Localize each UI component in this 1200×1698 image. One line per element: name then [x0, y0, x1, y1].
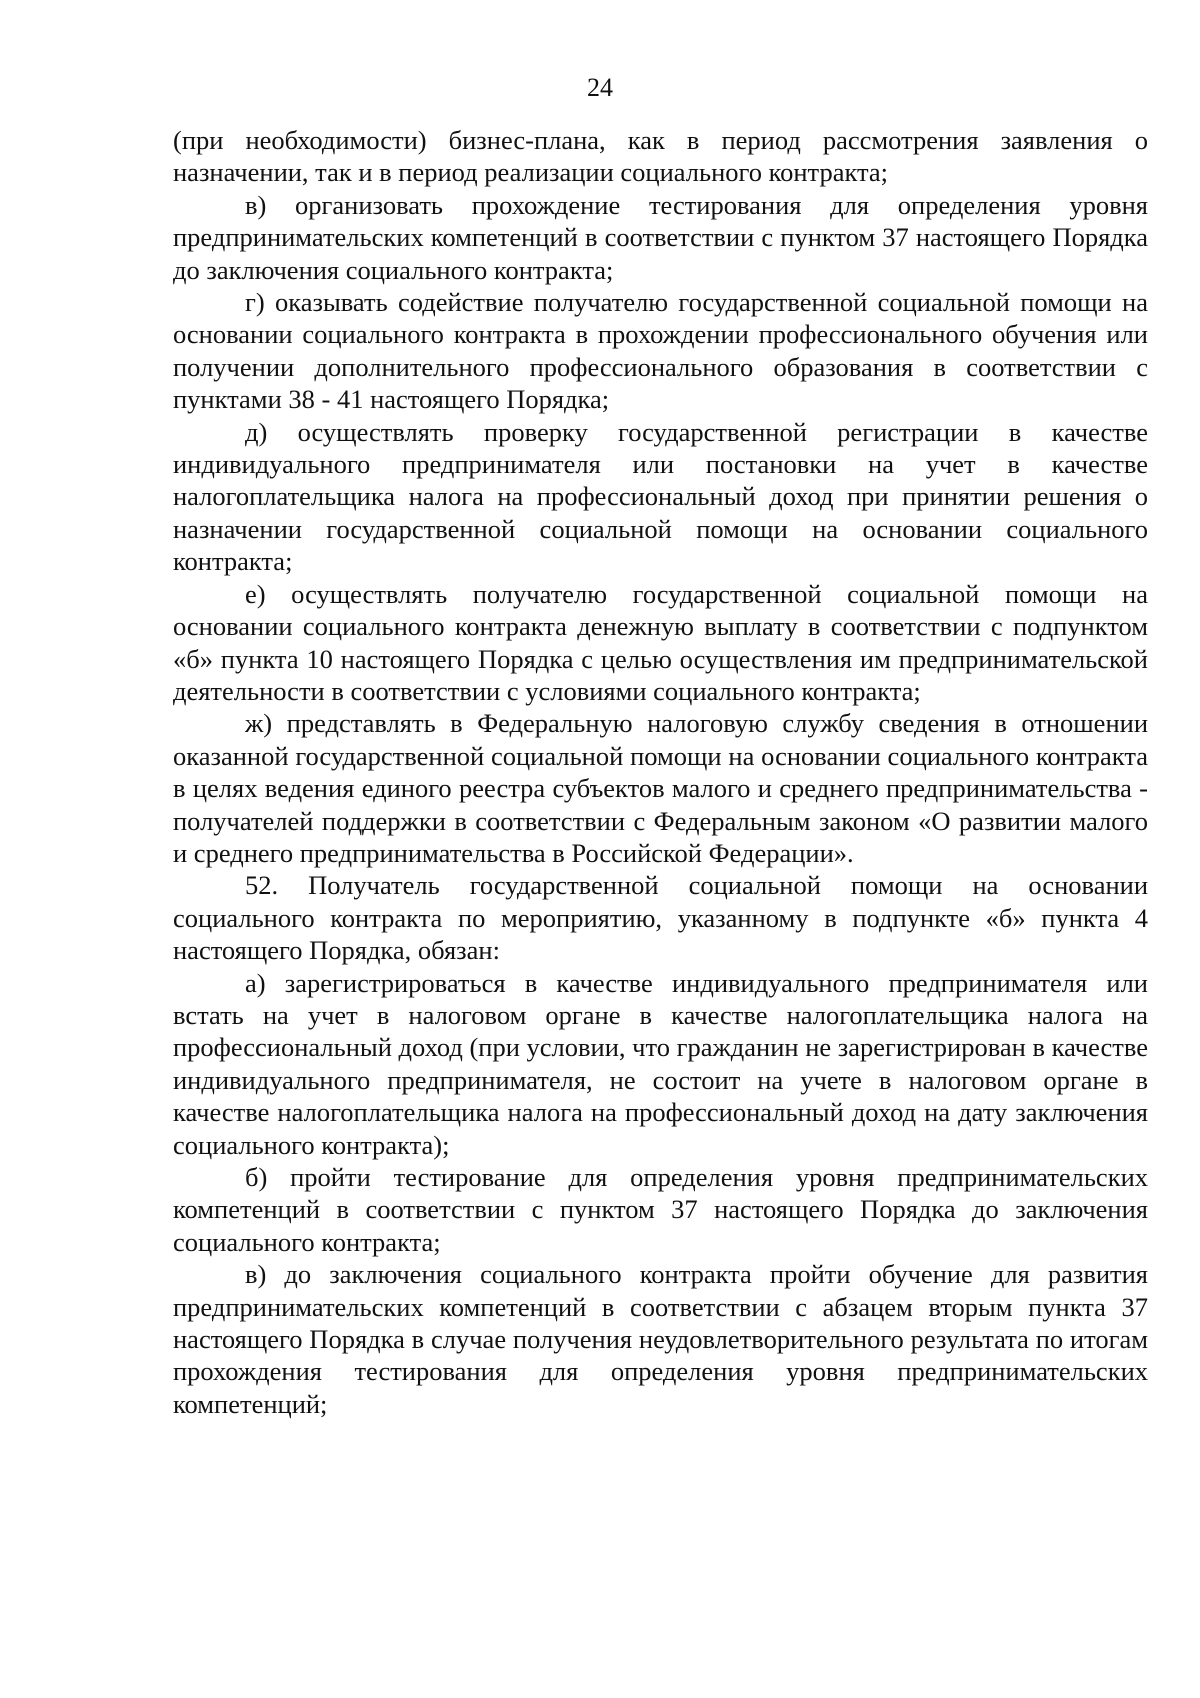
document-body — [173, 124, 1148, 1420]
paragraph-item-d: д) осуществлять проверку государственной регистрации в качестве индивидуального предпринимателя или постановки на учет в качестве налогоплательщика налога на профессиональный доход при принятии решения о назначении государственной социальной помощи на основании социального контракта; — [173, 416, 1148, 577]
page-number: 24 — [587, 73, 613, 102]
paragraph-item-e: е) осуществлять получателю государственной социальной помощи на основании социального контракта денежную выплату в соответствии с подпунктом «б» пункта 10 настоящего Порядка с целью осуществления им предпринимательской деятельности в соответствии с условиями социального контракта; — [173, 578, 1148, 706]
paragraph-item-g: г) оказывать содействие получателю государственной социальной помощи на основании социального контракта в прохождении профессионального обучения или получении дополнительного профессионального образования в соответствии с пунктами 38 - 41 настоящего Порядка; — [173, 287, 1148, 415]
paragraph-item-b: б) пройти тестирование для определения уровня предпринимательских компетенций в соответствии с пунктом 37 настоящего Порядка до заключения социального контракта; — [173, 1162, 1148, 1257]
paragraph-clause-52: 52. Получатель государственной социальной помощи на основании социального контракта по мероприятию, указанному в подпункте «б» пункта 4 настоящего Порядка, обязан: — [173, 870, 1148, 966]
paragraph-item-v: в) организовать прохождение тестирования для определения уровня предпринимательских компетенций в соответствии с пунктом 37 настоящего Порядка до заключения социального контракта; — [173, 189, 1148, 285]
paragraph-item-v2: в) до заключения социального контракта пройти обучение для развития предпринимательских компетенций в соответствии с абзацем вторым пункта 37 настоящего Порядка в случае получения неудовлетворительного результата по итогам прохождения тестирования для определения уровня предпринимательских компетенций; — [173, 1259, 1148, 1419]
paragraph-continuation: (при необходимости) бизнес-плана, как в период рассмотрения заявления о назначении, так и в период реализации социального контракта; — [173, 125, 1148, 188]
paragraph-item-zh: ж) представлять в Федеральную налоговую службу сведения в отношении оказанной государственной социальной помощи на основании социального контракта в целях ведения единого реестра субъектов малого и среднего предпринимательства - получателей поддержки в соответствии с Федеральным законом «О развитии малого и среднего предпринимательства в Российской Федерации». — [173, 708, 1148, 868]
paragraph-item-a: а) зарегистрироваться в качестве индивидуального предпринимателя или встать на учет в налоговом органе в качестве налогоплательщика налога на профессиональный доход (при условии, что гражданин не зарегистрирован в качестве индивидуального предпринимателя, не состоит на учете в налоговом органе в качестве налогоплательщика налога на профессиональный доход на дату заключения социального контракта); — [173, 967, 1148, 1160]
